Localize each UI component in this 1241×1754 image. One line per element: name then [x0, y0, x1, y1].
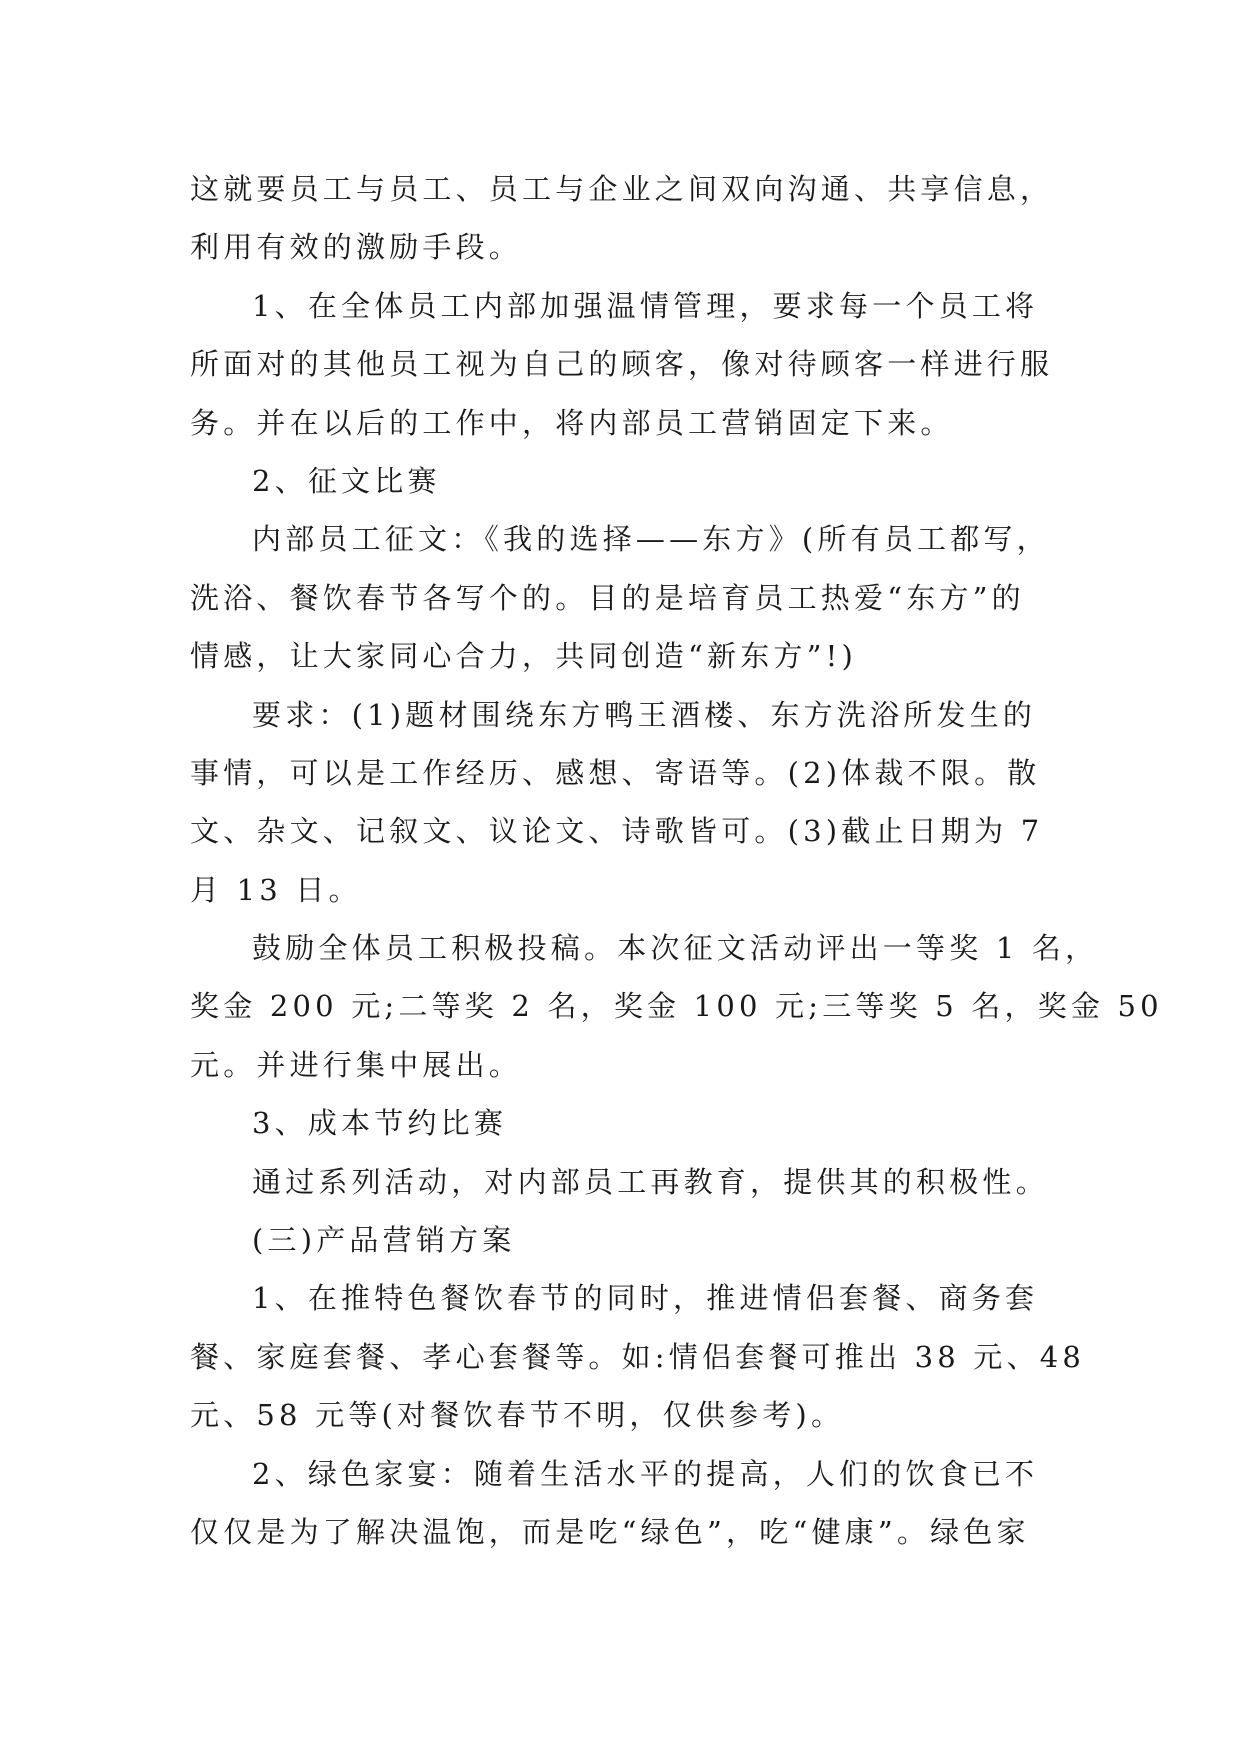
text-line: 餐、家庭套餐、孝心套餐等。如:情侣套餐可推出 38 元、48 — [190, 1339, 1086, 1374]
text-line: 这就要员工与员工、员工与企业之间双向沟通、共享信息， — [190, 172, 1054, 206]
body-text — [190, 160, 1163, 1561]
text-line: 通过系列活动，对内部员工再教育，提供其的积极性。 — [252, 1164, 1049, 1199]
text-line: 奖金 200 元;二等奖 2 名，奖金 100 元;三等奖 5 名，奖金 50 — [190, 989, 1163, 1024]
text-line: 仅仅是为了解决温饱，而是吃“绿色”，吃“健康”。绿色家 — [190, 1514, 1030, 1549]
text-line: 文、杂文、记叙文、议论文、诗歌皆可。(3)截止日期为 7 — [190, 814, 1044, 849]
text-line: 3、成本节约比赛 — [252, 1106, 508, 1141]
text-line: 事情，可以是工作经历、感想、寄语等。(2)体裁不限。散 — [190, 755, 1041, 790]
text-line: 所面对的其他员工视为自己的顾客，像对待顾客一样进行服 — [190, 347, 1054, 382]
text-line: 2、绿色家宴：随着生活水平的提高，人们的饮食已不 — [252, 1456, 1039, 1491]
text-line: 洗浴、餐饮春节各写个的。目的是培育员工热爱“东方”的 — [190, 580, 1025, 615]
text-line: 鼓励全体员工积极投稿。本次征文活动评出一等奖 1 名， — [252, 931, 1099, 966]
text-line: 2、征文比赛 — [252, 463, 441, 498]
text-line: 1、在推特色餐饮春节的同时，推进情侣套餐、商务套 — [252, 1281, 1039, 1316]
text-line: 务。并在以后的工作中，将内部员工营销固定下来。 — [190, 405, 954, 440]
text-line: 1、在全体员工内部加强温情管理，要求每一个员工将 — [252, 288, 1039, 323]
text-line: 月 13 日。 — [190, 872, 362, 907]
text-line: 元。并进行集中展出。 — [190, 1047, 523, 1082]
text-line: 内部员工征文：《我的选择——东方》(所有员工都写， — [252, 522, 1050, 557]
text-line: 要求：(1)题材围绕东方鸭王酒楼、东方洗浴所发生的 — [252, 697, 1037, 732]
text-line: 元、58 元等(对餐饮春节不明，仅供参考)。 — [190, 1398, 845, 1433]
text-line: 利用有效的激励手段。 — [190, 230, 523, 265]
text-line: (三)产品营销方案 — [252, 1223, 516, 1258]
text-line: 情感，让大家同心合力，共同创造“新东方”!) — [190, 639, 858, 674]
